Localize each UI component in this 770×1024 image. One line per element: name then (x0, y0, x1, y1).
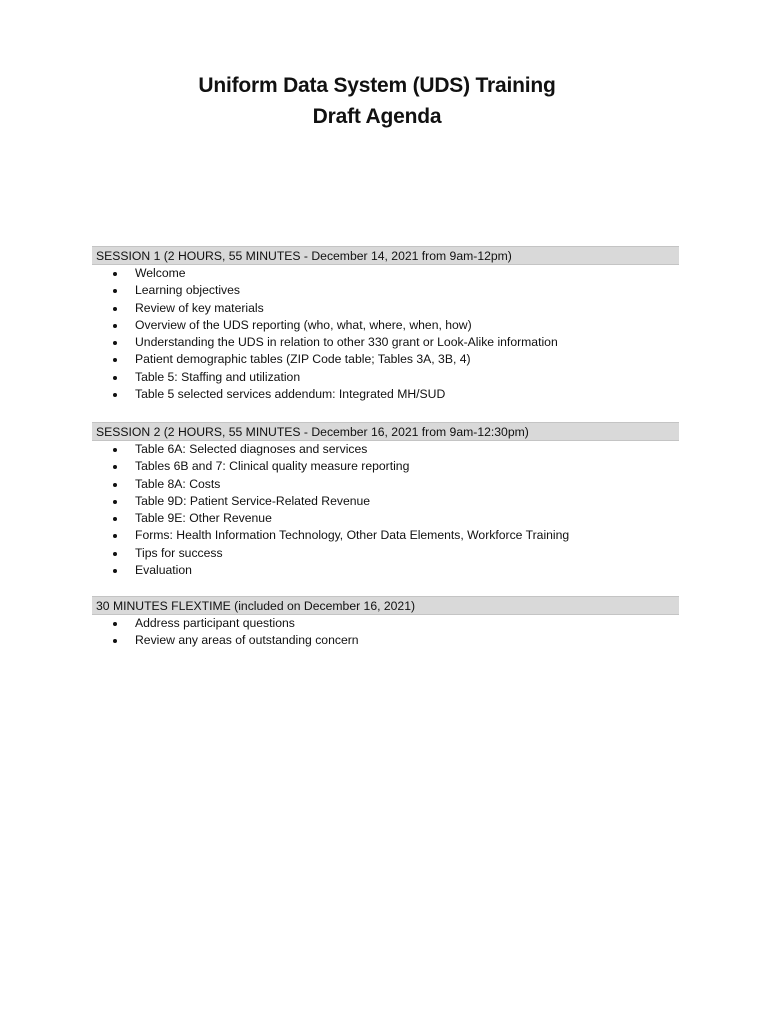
list-item (92, 562, 679, 579)
list-item-text: Review of key materials (135, 300, 264, 315)
document-title (0, 70, 754, 132)
list-item-text: Address participant questions (135, 616, 295, 630)
bullet-icon (113, 341, 117, 345)
list-item (92, 527, 679, 544)
list-item-text: Overview of the UDS reporting (who, what, where, when, how) (135, 317, 472, 332)
bullet-icon (113, 569, 117, 573)
list-item-text: Welcome (135, 266, 186, 280)
session-1-list (92, 265, 679, 403)
list-item-text: Evaluation (135, 563, 192, 578)
bullet-icon (113, 324, 117, 328)
list-item-text: Table 5 selected services addendum: Integrated MH/SUD (135, 387, 446, 402)
list-item-text: Table 9E: Other Revenue (135, 511, 272, 526)
session-1-section (92, 246, 679, 403)
session-2-section (92, 422, 679, 579)
list-item (92, 317, 679, 334)
flextime-header: 30 MINUTES FLEXTIME (included on December 16, 2021) (92, 596, 679, 615)
bullet-icon (113, 552, 117, 556)
bullet-icon (113, 393, 117, 397)
list-item (92, 493, 679, 510)
session-2-list (92, 441, 679, 579)
list-item-text: Forms: Health Information Technology, Other Data Elements, Workforce Training (135, 528, 570, 543)
list-item (92, 510, 679, 527)
list-item-text: Review any areas of outstanding concern (135, 633, 359, 648)
list-item-text: Patient demographic tables (ZIP Code table; Tables 3A, 3B, 4) (135, 352, 471, 367)
bullet-icon (113, 639, 117, 643)
list-item-text: Learning objectives (135, 283, 241, 298)
bullet-icon (113, 289, 117, 293)
bullet-icon (113, 376, 117, 380)
list-item (92, 265, 679, 282)
bullet-icon (113, 272, 117, 276)
list-item-text: Table 8A: Costs (135, 476, 221, 491)
list-item (92, 386, 679, 403)
list-item-text: Understanding the UDS in relation to other 330 grant or Look-Alike information (135, 335, 558, 350)
list-item (92, 300, 679, 317)
bullet-icon (113, 534, 117, 538)
list-item (92, 615, 679, 632)
flextime-section (92, 596, 679, 650)
bullet-icon (113, 483, 117, 487)
list-item (92, 351, 679, 368)
list-item-text: Tables 6B and 7: Clinical quality measure reporting (135, 459, 410, 474)
list-item (92, 545, 679, 562)
bullet-icon (113, 500, 117, 504)
bullet-icon (113, 465, 117, 469)
title-line-2: Draft Agenda (312, 105, 442, 128)
flextime-list (92, 615, 679, 650)
list-item (92, 476, 679, 493)
list-item (92, 282, 679, 299)
list-item (92, 441, 679, 458)
list-item (92, 458, 679, 475)
bullet-icon (113, 517, 117, 521)
session-1-header: SESSION 1 (2 HOURS, 55 MINUTES - December 14, 2021 from 9am-12pm) (92, 246, 679, 265)
list-item-text: Tips for success (135, 545, 223, 560)
list-item (92, 632, 679, 649)
list-item-text: Table 9D: Patient Service-Related Revenue (135, 493, 371, 508)
list-item-text: Table 5: Staffing and utilization (135, 369, 301, 384)
list-item (92, 334, 679, 351)
bullet-icon (113, 307, 117, 311)
title-line-1: Uniform Data System (UDS) Training (198, 74, 556, 97)
bullet-icon (113, 358, 117, 362)
session-2-header: SESSION 2 (2 HOURS, 55 MINUTES - December 16, 2021 from 9am-12:30pm) (92, 422, 679, 441)
list-item-text: Table 6A: Selected diagnoses and services (135, 442, 368, 456)
bullet-icon (113, 448, 117, 452)
bullet-icon (113, 622, 117, 626)
list-item (92, 369, 679, 386)
